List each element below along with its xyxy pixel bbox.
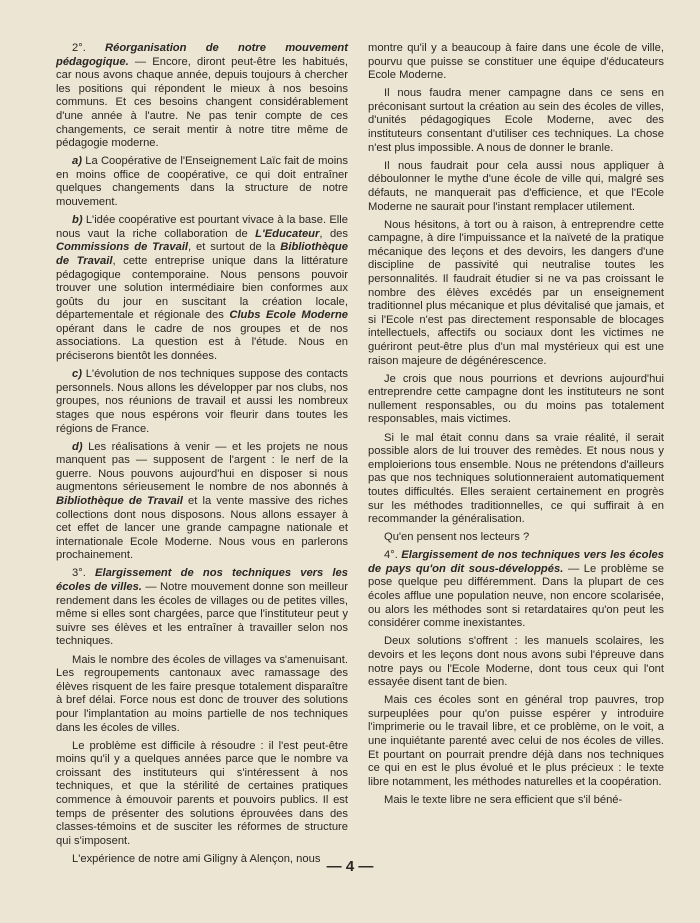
page-number: — 4 — (326, 858, 374, 875)
body-paragraph: Mais le texte libre ne sera efficient que s'il béné- (384, 793, 623, 806)
item-d-paragraph: d) Les réalisations à venir — et les projets ne nous manquent pas — supposent de l'argent : le nerf de la guerre. Nous pouvons aujourd'hui en disposer si nous augmentons sérieusement le nombre de nos abonnés à Bibliothèque de Travail et la vente massive des riches collections dont nous disposons. Nous allons essayer à cet effet de lancer une grande campagne nationale et internationale Ecole Moderne. Nous vous en parlerons prochainement. (56, 440, 348, 562)
section-2-paragraph: 2°. Réorganisation de notre mouvement pédagogique. — Encore, diront peut-être les habitués, car nous avons chaque année, depuis toujours à chercher les positions qui répondent le mieux à nos besoins communs. Et ces besoins changent considérablement d'une année à l'autre. Ne pas tenir compte de ces changements, ce serait mentir à notre titre même de pédagogie moderne. (56, 42, 348, 150)
section-title: Elargissement de nos techniques vers les écoles de villes. (56, 567, 348, 594)
body-paragraph: Il nous faudrait pour cela aussi nous appliquer à déboulonner le mythe d'une école de ville qui, malgré ses défauts, ne manquerait pas d'efficience, et que l'Ecole Moderne ne saurait pour l'instant remplacer utilement. (368, 159, 664, 213)
section-3-paragraph: 3°. Elargissement de nos techniques vers les écoles de villes. — Notre mouvement donne son meilleur rendement dans les écoles de villages ou de petites villes, même si elles sont chargées, parce que l'instituteur peut y suivre ses élèves et les entraîner à travailler selon nos techniques. (56, 567, 349, 648)
body-paragraph: Le problème est difficile à résoudre : il l'est peut-être moins qu'il y a quelques années parce que le nombre va croissant des instituteurs qui s'intéressent à nos techniques, et que la stérilité de certaines pratiques commence à émouvoir parents et pouvoirs publics. Il est temps de présenter des solutions éprouvées dans des classes-témoins et de susciter les réformes de structure qui s'imposent. (56, 739, 348, 847)
body-paragraph: Deux solutions s'offrent : les manuels scolaires, les devoirs et les leçons dont nous avons subi l'épreuve dans notre pays ou l'Ecole Moderne, dont tous ceux qui l'ont essayée disent tant de bien. (368, 635, 664, 689)
section-title: Réorganisation de notre mouvement pédagogique. (56, 42, 348, 68)
body-paragraph: Je crois que nous pourrions et devrions aujourd'hui entreprendre cette campagne dont les instituteurs ne sont nullement responsables, ou du moins pas totalement responsables, mais victimes. (368, 372, 664, 426)
section-number: 4°. (384, 549, 398, 562)
body-paragraph: Mais le nombre des écoles de villages va s'amenuisant. Les regroupements cantonaux avec ramassage des élèves risquent de les faire presque totalement disparaître à bref délai. Force nous est donc de trouver des solutions pour l'implantation au moins partielle de nos techniques dans les écoles de villes. (56, 653, 348, 734)
item-c-paragraph: c) L'évolution de nos techniques suppose des contacts personnels. Nous allons les développer par nos clubs, nos groupes, nos réunions de travail et aussi les nombreux stages que nous espérons voir fleurir dans toutes les régions de France. (56, 368, 348, 435)
body-paragraph: Si le mal était connu dans sa vraie réalité, il serait possible alors de lui trouver des remèdes. Et nous nous y emploierions tous ensemble. Nous ne prétendons d'ailleurs pas que nos techniques solutionneraient automatiquement toutes difficultés. Elles seraient certainement en progrès sur les méthodes traditionnelles, ce qui suffirait à en recommander la généralisation. (368, 431, 664, 526)
section-number: 3°. (72, 567, 86, 580)
body-paragraph: Qu'en pensent nos lecteurs ? (384, 531, 530, 544)
item-a-paragraph: a) La Coopérative de l'Enseignement Laïc fait de moins en moins office de coopérative, ce qui doit entraîner quelques changements dans la structure de notre mouvement. (56, 155, 348, 209)
section-4-paragraph: 4°. Elargissement de nos techniques vers les écoles de pays qu'on dit sous-développés. — Le problème se pose quelque peu différemment. Dans la plupart de ces écoles afflue une population neuve, non encore scolarisée, ou alors les méthodes sont si retardataires qu'on peut les considérer comme inexistantes. (368, 549, 665, 630)
left-column (56, 42, 348, 871)
body-paragraph: Il nous faudra mener campagne dans ce sens en préconisant surtout la création au sein des écoles de villes, d'unités pédagogiques Ecole Moderne, avec des instituteurs consentant d'utiliser ces techniques. La chose n'est plus impossible. A nous de donner le branle. (368, 87, 664, 154)
body-paragraph: montre qu'il y a beaucoup à faire dans une école de ville, pourvu que puisse se constituer une équipe d'éducateurs Ecole Moderne. (368, 42, 664, 82)
section-title: Elargissement de nos techniques vers les écoles de pays qu'on dit sous-développés. (368, 549, 665, 575)
body-paragraph: L'expérience de notre ami Giligny à Alençon, nous (72, 852, 321, 865)
item-b-paragraph: b) L'idée coopérative est pourtant vivace à la base. Elle nous vaut la riche collaboration de L'Educateur, des Commissions de Travail, et surtout de la Bibliothèque de Travail, cette entreprise unique dans la littérature pédagogique contemporaine. Nous pensons pouvoir trouver une solution intermédiaire bien conformes aux goûts du jour en suscitant la création locale, départementale et régionale des Clubs Ecole Moderne opérant dans le cadre de nos groupes et de nos associations. La question est à l'étude. Nous en préciserons bientôt les données. (56, 214, 349, 363)
section-number: 2°. (72, 42, 86, 54)
body-paragraph: Mais ces écoles sont en général trop pauvres, trop surpeuplées pour qu'on puisse espérer y introduire l'imprimerie ou le travail libre, et ce problème, on le voit, a une inquiétante parenté avec celui de nos écoles de villes. Et pourtant on pourrait prendre déjà dans nos techniques ce qui en est le plus évolué et le plus précieux : le texte libre notamment, les méthodes naturelles et la coopération. (368, 694, 664, 788)
right-column (368, 42, 664, 812)
body-paragraph: Nous hésitons, à tort ou à raison, à entreprendre cette campagne, à dire l'impuissance et la naïveté de la pratique mécanique des leçons et des devoirs, les dangers d'une discipline de passivité qui neutralise toutes les personnalités. Il faudrait étudier si ne va pas croissant le nombre des élèves excédés par un enseignement traditionnel plus mécanique et plus dévitalisé que jamais, et si l'Ecole n'est pas directement responsable de blocages intellectuels, affectifs ou sociaux dont les victimes ne guériront peut-être plus d'un mal mystérieux qui est une raison majeure de dégénérescence. (368, 218, 664, 367)
